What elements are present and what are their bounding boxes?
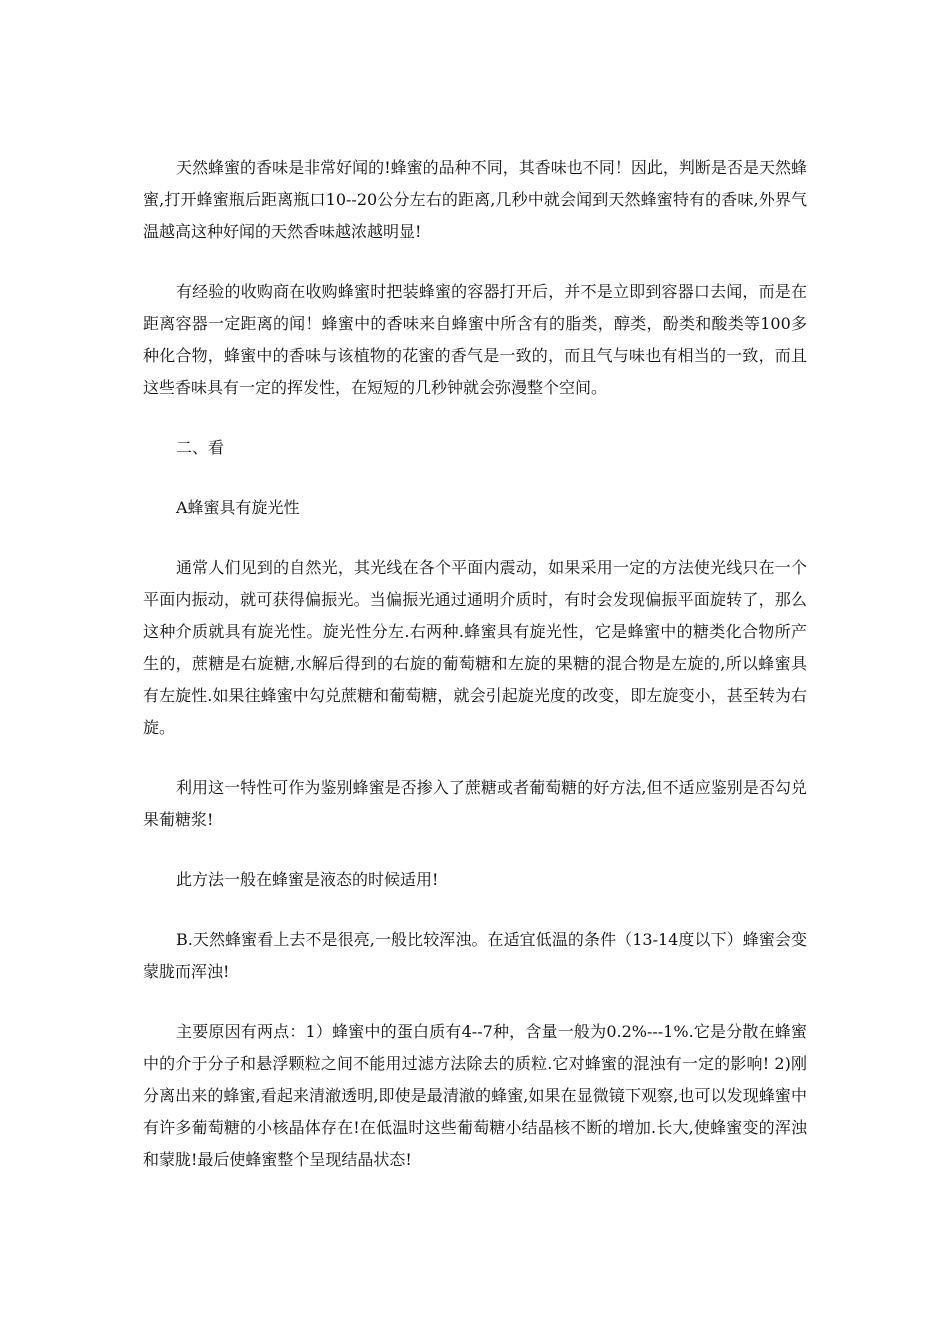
paragraph-aroma-experience: 有经验的收购商在收购蜂蜜时把装蜂蜜的容器打开后，并不是立即到容器口去闻，而是在距离容器一定距离的闻！蜂蜜中的香味来自蜂蜜中所含有的脂类，醇类，酚类和酸类等100多种化合物，蜂蜜中的香味与该植物的花蜜的香气是一致的，而且气与味也有相当的一致，而且这些香味具有一定的挥发性，在短短的几秒钟就会弥漫整个空间。 bbox=[143, 282, 807, 397]
paragraph-optical-rotation: 通常人们见到的自然光，其光线在各个平面内震动，如果采用一定的方法使光线只在一个平面内振动，就可获得偏振光。当偏振光通过通明介质时，有时会发现偏振平面旋转了，那么这种介质就具有旋光性。旋光性分左.右两种.蜂蜜具有旋光性，它是蜂蜜中的糖类化合物所产生的，蔗糖是右旋糖,水解后得到的右旋的葡萄糖和左旋的果糖的混合物是左旋的,所以蜂蜜具有左旋性.如果往蜂蜜中勾兑蔗糖和葡萄糖，就会引起旋光度的改变，即左旋变小，甚至转为右旋。 bbox=[143, 558, 807, 737]
paragraph-turbidity: B.天然蜂蜜看上去不是很亮,一般比较浑浊。在适宜低温的条件（13-14度以下）蜂蜜会变蒙胧而浑浊! bbox=[143, 930, 807, 981]
section-heading-look: 二、看 bbox=[176, 438, 225, 457]
paragraph-identification-method: 利用这一特性可作为鉴别蜂蜜是否掺入了蔗糖或者葡萄糖的好方法,但不适应鉴别是否勾兑果葡糖浆! bbox=[143, 778, 807, 829]
paragraph-turbidity-reasons: 主要原因有两点：1）蜂蜜中的蛋白质有4--7种，含量一般为0.2%---1%.它是分散在蜂蜜中的介于分子和悬浮颗粒之间不能用过滤方法除去的质粒.它对蜂蜜的混浊有一定的影响! 2)刚分离出来的蜂蜜,看起来清澈透明,即使是最清澈的蜂蜜,如果在显微镜下观察,也可以发现蜂蜜中有许多葡萄糖的小核晶体存在!在低温时这些葡萄糖小结晶核不断的增加.长大,使蜂蜜变的浑浊和蒙胧!最后使蜂蜜整个呈现结晶状态! bbox=[143, 1022, 807, 1169]
paragraph-method-applicability: 此方法一般在蜂蜜是液态的时候适用! bbox=[176, 870, 439, 889]
paragraph-aroma-intro: 天然蜂蜜的香味是非常好闻的!蜂蜜的品种不同，其香味也不同！因此，判断是否是天然蜂蜜,打开蜂蜜瓶后距离瓶口10--20公分左右的距离,几秒中就会闻到天然蜂蜜特有的香味,外界气温越高这种好闻的天然香味越浓越明显! bbox=[143, 158, 807, 241]
subheading-optical-rotation: A蜂蜜具有旋光性 bbox=[176, 498, 300, 517]
document-body bbox=[143, 152, 807, 1204]
